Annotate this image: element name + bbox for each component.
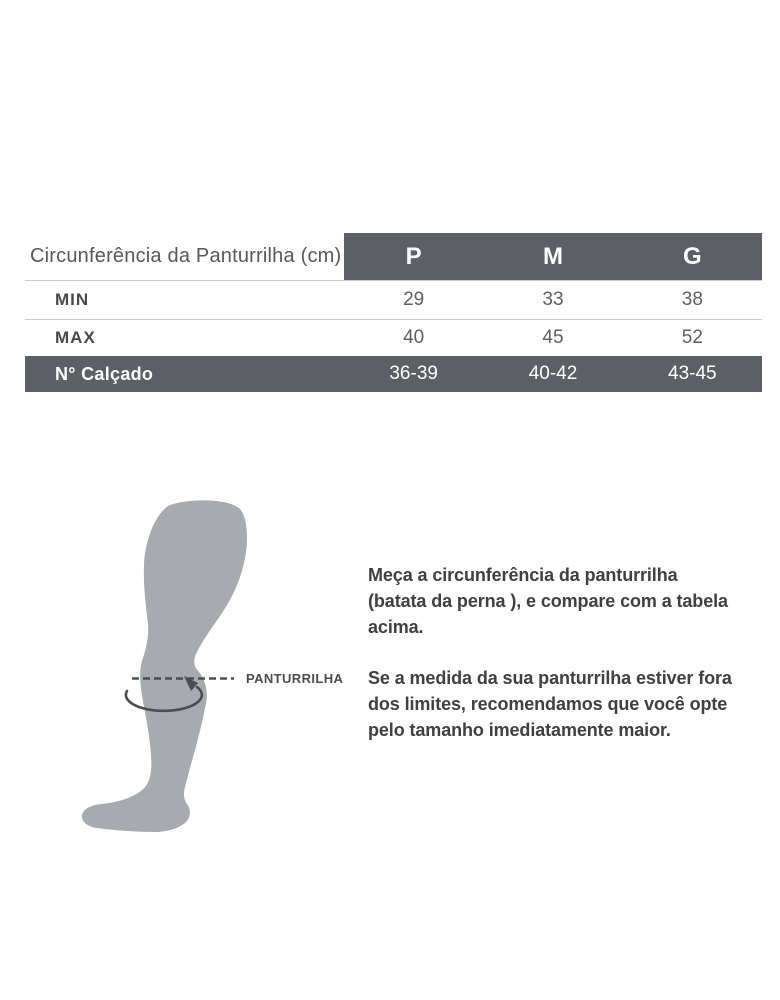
row-values-min bbox=[344, 289, 762, 311]
row-values-max bbox=[344, 327, 762, 349]
table-caption: Circunferência da Panturrilha (cm) bbox=[30, 245, 342, 267]
instruction-line: acima. bbox=[368, 617, 424, 637]
table-row-max bbox=[25, 320, 762, 356]
instruction-line: dos limites, recomendamos que você opte bbox=[368, 694, 728, 714]
max-value-p: 40 bbox=[403, 327, 425, 348]
row-label-shoe-size: N° Calçado bbox=[55, 363, 154, 384]
min-value-m: 33 bbox=[542, 289, 564, 310]
instruction-line: pelo tamanho imediatamente maior. bbox=[368, 720, 671, 740]
row-label-max: MAX bbox=[55, 328, 96, 347]
instruction-line: Se a medida da sua panturrilha estiver fora bbox=[368, 668, 732, 688]
size-table bbox=[25, 233, 762, 392]
instruction-paragraph-1 bbox=[368, 562, 768, 640]
instruction-line: Meça a circunferência da panturrilha bbox=[368, 565, 678, 585]
row-label-min: MIN bbox=[55, 290, 90, 309]
instruction-line: (batata da perna ), e compare com a tabela bbox=[368, 591, 728, 611]
leg-diagram bbox=[60, 480, 360, 840]
shoe-size-value-m: 40-42 bbox=[528, 363, 578, 384]
leg-silhouette-shape bbox=[82, 500, 247, 832]
shoe-size-value-g: 43-45 bbox=[668, 363, 717, 384]
shoe-size-value-p: 36-39 bbox=[389, 363, 438, 384]
size-header-p: P bbox=[405, 242, 422, 270]
instructions-text bbox=[368, 562, 768, 743]
size-header-band bbox=[344, 233, 762, 280]
size-table-header bbox=[25, 233, 762, 280]
calf-measurement-label: PANTURRILHA bbox=[246, 671, 344, 686]
instruction-paragraph-2 bbox=[368, 665, 768, 743]
table-row-shoe-size bbox=[25, 356, 762, 392]
size-header-m: M bbox=[542, 242, 563, 270]
max-value-g: 52 bbox=[681, 327, 703, 348]
table-row-min bbox=[25, 281, 762, 319]
size-header-g: G bbox=[682, 242, 702, 270]
max-value-m: 45 bbox=[542, 327, 564, 348]
row-values-shoe-size bbox=[344, 363, 762, 385]
min-value-g: 38 bbox=[681, 289, 703, 310]
min-value-p: 29 bbox=[403, 289, 425, 310]
